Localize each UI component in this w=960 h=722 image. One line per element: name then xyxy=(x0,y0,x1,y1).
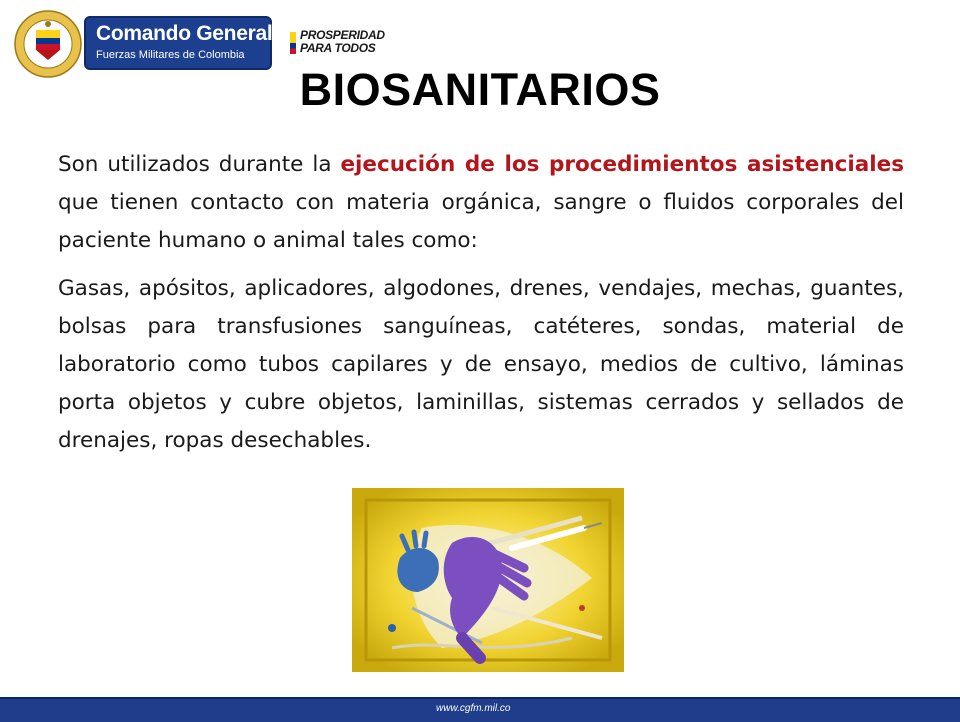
waste-container-illustration xyxy=(352,488,624,672)
brand-title: Comando General xyxy=(96,22,273,45)
prosperidad-logo xyxy=(290,28,400,58)
footer-bar xyxy=(0,697,960,722)
footer-website-link[interactable]: www.cgfm.mil.co xyxy=(436,703,511,714)
paragraph1-after: que tienen contacto con materia orgánica, sangre o fluidos corporales del paciente humano o animal tales como: xyxy=(58,190,904,253)
slide-title: BIOSANITARIOS xyxy=(299,64,661,115)
colombia-flag-icon xyxy=(290,32,296,54)
paragraph1-before: Son utilizados durante la xyxy=(58,152,341,177)
paragraph-definition xyxy=(58,146,904,260)
prosperidad-line2: PARA TODOS xyxy=(300,41,376,55)
slide-body xyxy=(58,146,904,470)
biohazard-waste-photo xyxy=(352,488,624,672)
comando-general-logo xyxy=(84,16,272,70)
prosperidad-line1: PROSPERIDAD xyxy=(300,28,385,42)
brand-subtitle: Fuerzas Militares de Colombia xyxy=(96,49,245,61)
paragraph-examples: Gasas, apósitos, aplicadores, algodones, drenes, vendajes, mechas, guantes, bolsas para transfusiones sanguíneas, catéteres, sondas, material de laboratorio como tubos capilares y de ensayo, medios de cultivo, láminas porta objetos y cubre objetos, laminillas, sistemas cerrados y sellados de drenajes, ropas desechables. xyxy=(58,276,904,453)
highlighted-phrase: ejecución de los procedimientos asistenciales xyxy=(340,152,904,177)
prosperidad-text xyxy=(300,29,385,55)
